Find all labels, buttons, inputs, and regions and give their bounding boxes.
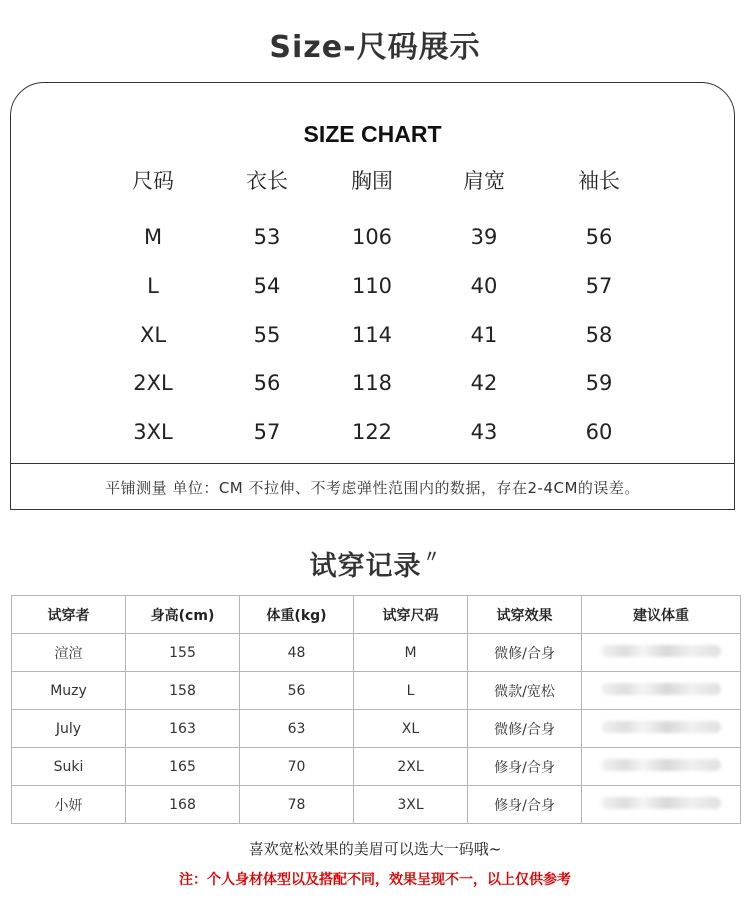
header-fit-effect: 试穿效果 <box>468 596 582 634</box>
trial-size-cell: 2XL <box>354 748 468 786</box>
tester-cell: 小妍 <box>12 786 126 824</box>
sleeve-cell: 60 <box>585 420 613 444</box>
tester-cell: July <box>12 710 126 748</box>
blurred-content <box>601 797 721 809</box>
header-suggested-weight: 建议体重 <box>582 596 741 634</box>
fit-effect-cell: 微修/合身 <box>468 710 582 748</box>
size-row <box>11 268 734 304</box>
size-cell: M <box>143 225 163 249</box>
length-cell: 56 <box>253 371 281 395</box>
chest-cell: 110 <box>351 274 393 298</box>
header-weight: 体重(kg) <box>240 596 354 634</box>
blurred-content <box>601 721 721 733</box>
tester-cell: Muzy <box>12 672 126 710</box>
suggested-weight-cell <box>582 672 741 710</box>
height-cell: 165 <box>126 748 240 786</box>
tester-cell: 渲渲 <box>12 634 126 672</box>
trial-table <box>11 595 741 824</box>
size-row <box>11 365 734 401</box>
size-chart-divider <box>11 463 734 464</box>
trial-size-cell: 3XL <box>354 786 468 824</box>
table-row <box>12 748 741 786</box>
shoulder-cell: 40 <box>470 274 498 298</box>
measurement-note: 平铺测量 单位：CM 不拉伸、不考虑弹性范围内的数据，存在2-4CM的误差。 <box>105 479 640 497</box>
length-cell: 57 <box>253 420 281 444</box>
blurred-content <box>601 683 721 695</box>
shoulder-cell: 41 <box>470 323 498 347</box>
header-shoulder: 肩宽 <box>463 169 505 193</box>
header-length: 衣长 <box>246 169 288 193</box>
height-cell: 168 <box>126 786 240 824</box>
table-row <box>12 634 741 672</box>
header-tester: 试穿者 <box>12 596 126 634</box>
size-chart-panel <box>10 82 735 510</box>
header-size: 尺码 <box>132 169 174 193</box>
fit-effect-cell: 修身/合身 <box>468 786 582 824</box>
header-chest: 胸围 <box>351 169 393 193</box>
sleeve-cell: 57 <box>585 274 613 298</box>
weight-cell: 48 <box>240 634 354 672</box>
trial-size-cell: XL <box>354 710 468 748</box>
fit-effect-cell: 修身/合身 <box>468 748 582 786</box>
suggested-weight-cell <box>582 710 741 748</box>
sleeve-cell: 58 <box>585 323 613 347</box>
size-cell: 2XL <box>133 371 173 395</box>
header-sleeve: 袖长 <box>578 169 620 193</box>
length-cell: 54 <box>253 274 281 298</box>
table-row <box>12 710 741 748</box>
length-cell: 55 <box>253 323 281 347</box>
weight-cell: 56 <box>240 672 354 710</box>
height-cell: 158 <box>126 672 240 710</box>
trial-size-cell: M <box>354 634 468 672</box>
chest-cell: 114 <box>351 323 393 347</box>
decoration-mark: 〃 <box>423 547 441 566</box>
header-height: 身高(cm) <box>126 596 240 634</box>
height-cell: 155 <box>126 634 240 672</box>
chest-cell: 118 <box>351 371 393 395</box>
tester-cell: Suki <box>12 748 126 786</box>
size-chart-header-row <box>11 163 734 199</box>
shoulder-cell: 42 <box>470 371 498 395</box>
height-cell: 163 <box>126 710 240 748</box>
trial-size-cell: L <box>354 672 468 710</box>
trial-section-title <box>0 544 750 583</box>
size-row <box>11 317 734 353</box>
trial-title-text: 试穿记录 <box>309 551 422 582</box>
shoulder-cell: 39 <box>470 225 498 249</box>
size-row <box>11 414 734 450</box>
size-up-tip: 喜欢宽松效果的美眉可以选大一码哦~ <box>248 840 502 858</box>
blurred-content <box>601 759 721 771</box>
suggested-weight-cell <box>582 634 741 672</box>
disclaimer-note: 注：个人身材体型以及搭配不同，效果呈现不一，以上仅供参考 <box>179 872 571 888</box>
sleeve-cell: 59 <box>585 371 613 395</box>
weight-cell: 70 <box>240 748 354 786</box>
suggested-weight-cell <box>582 786 741 824</box>
table-row <box>12 786 741 824</box>
weight-cell: 78 <box>240 786 354 824</box>
blurred-content <box>601 645 721 657</box>
fit-effect-cell: 微款/宽松 <box>468 672 582 710</box>
header-trial-size: 试穿尺码 <box>354 596 468 634</box>
chest-cell: 122 <box>351 420 393 444</box>
table-row <box>12 672 741 710</box>
chest-cell: 106 <box>351 225 393 249</box>
size-cell: L <box>147 274 159 298</box>
weight-cell: 63 <box>240 710 354 748</box>
size-row <box>11 219 734 255</box>
size-chart-title: SIZE CHART <box>303 121 442 147</box>
shoulder-cell: 43 <box>470 420 498 444</box>
fit-effect-cell: 微修/合身 <box>468 634 582 672</box>
suggested-weight-cell <box>582 748 741 786</box>
page-title: Size-尺码展示 <box>269 30 481 65</box>
length-cell: 53 <box>253 225 281 249</box>
sleeve-cell: 56 <box>585 225 613 249</box>
size-cell: 3XL <box>133 420 173 444</box>
trial-header-row <box>12 596 741 634</box>
size-cell: XL <box>139 323 167 347</box>
